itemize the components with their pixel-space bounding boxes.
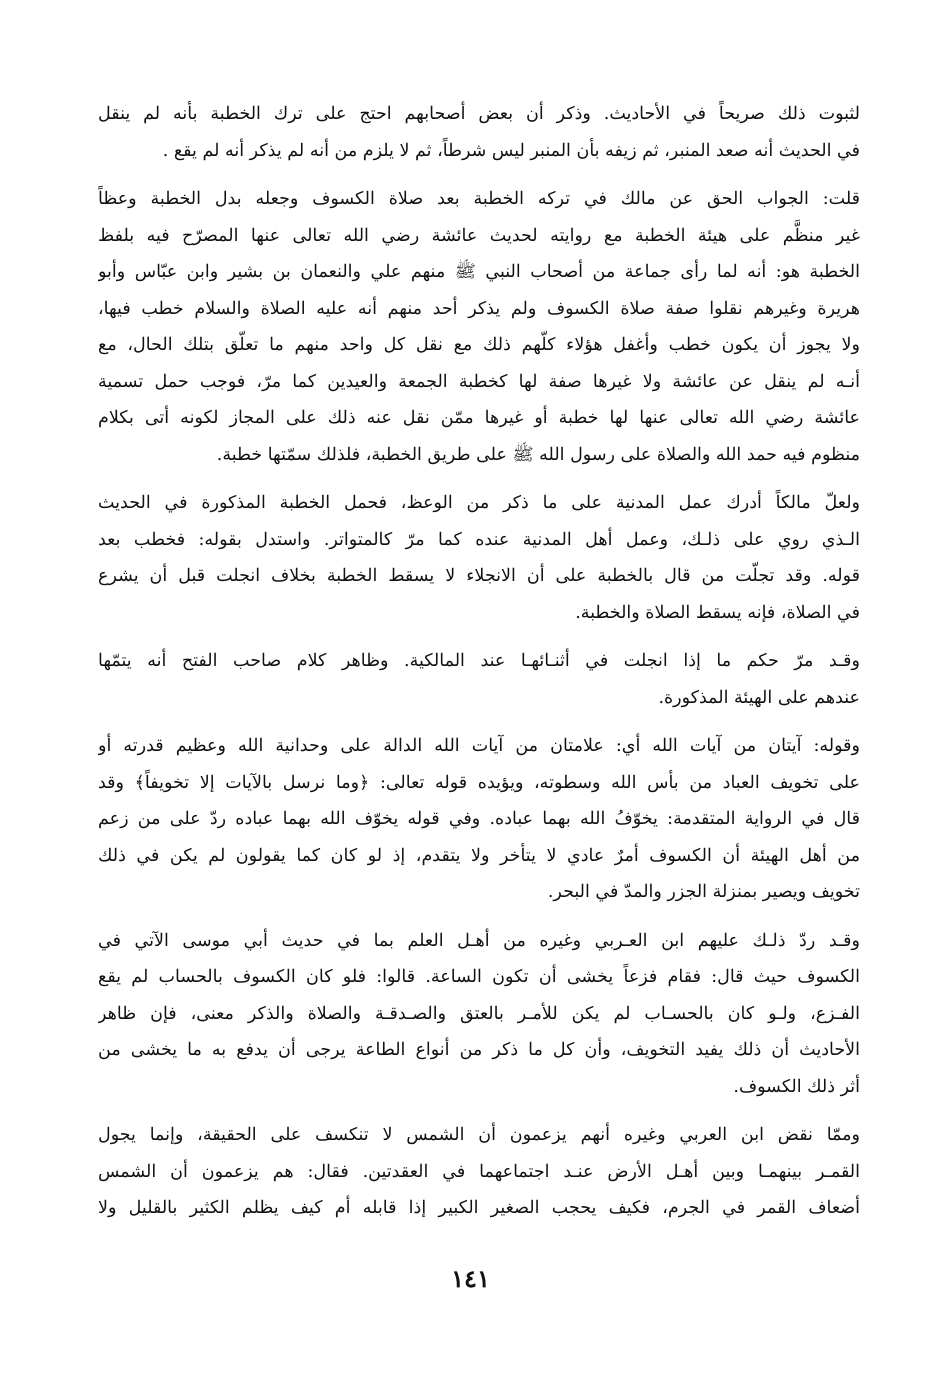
text-line: الـذي روي على ذلـك، وعمل أهل المدنية عنده كما مرّ كالمتواتر. واستدل بقوله: فخطب بعد bbox=[98, 529, 860, 550]
text-line: قال في الرواية المتقدمة: يخوّفُ الله بهما عباده. وفي قوله يخوّف الله بهما عباده ردّ على من زعم bbox=[98, 809, 860, 829]
text-line: منظوم فيه حمد الله والصلاة على رسول الله ﷺ على طريق الخطبة، فلذلك سمّتها خطبة. bbox=[216, 444, 860, 465]
paragraph-5 bbox=[98, 728, 860, 911]
text-line: هريرة وغيرهم نقلوا صفة صلاة الكسوف ولم يذكر أحد منهم أنه عليه الصلاة والسلام خطب فيها، bbox=[98, 298, 860, 319]
paragraph-4 bbox=[98, 643, 860, 716]
text-line: القمـر بينهمـا وبين أهـل الأرض عنـد اجتماعهما في العقدتين. فقال: هم يزعمون أن الشمس bbox=[98, 1161, 860, 1182]
text-line: من أهل الهيئة أن الكسوف أمرٌ عادي لا يتأخر ولا يتقدم، إذ لو كان كما يقولون لم يكن في ذلك bbox=[98, 845, 860, 866]
text-line: لثبوت ذلك صريحاً في الأحاديث. وذكر أن بعض أصحابهم احتج على ترك الخطبة بأنه لم ينقل bbox=[98, 104, 860, 124]
text-line: في الحديث أنه صعد المنبر، ثم زيفه بأن المنبر ليس شرطاً، ثم لا يلزم من أنه لم يذكر أنه لم يقع . bbox=[162, 140, 860, 161]
text-line: قوله. وقد تجلّت من قال بالخطبة على أن الانجلاء لا يسقط الخطبة بخلاف انجلت قبل أن يشرع bbox=[98, 566, 860, 586]
text-line: وقوله: آيتان من آيات الله أي: علامتان من آيات الله الدالة على وحدانية الله وعظيم قدرته أو bbox=[98, 736, 860, 756]
paragraph-6 bbox=[98, 923, 860, 1106]
page-body bbox=[98, 96, 860, 1239]
text-line: عائشة رضي الله تعالى عنها لها خطبة أو غيرها ممّن نقل عنه ذلك على المجاز لكونه أتى بكلام bbox=[98, 408, 860, 428]
text-line: أنـه لم ينقل عن عائشة ولا غيرها صفة لها كخطبة الجمعة والعيدين كما مرّ، فوجب حمل تسمية bbox=[98, 371, 860, 392]
text-line: وقـد مرّ حكم ما إذا انجلت في أثنـائهـا عند المالكية. وظاهر كلام صاحب الفتح أنه يتمّها bbox=[98, 651, 860, 671]
text-line: على تخويف العباد من بأس الله وسطوته، ويؤيده قوله تعالى: ﴿وما نرسل بالآيات إلا تخويفاً﴾ وقد bbox=[98, 772, 860, 793]
text-line: الفـزع، ولـو كان بالحسـاب لم يكن للأمـر بالعتق والصـدقـة والصلاة والذكر معنى، فإن ظاهر bbox=[98, 1003, 860, 1024]
text-line: وقـد ردّ ذلـك عليهم ابن العـربي وغيره من أهـل العلم بما في حديث أبي موسى الآتي في bbox=[98, 930, 860, 951]
text-line: أضعاف القمر في الجرم، فكيف يحجب الصغير الكبير إذا قابله أم كيف يظلم الكثير بالقليل ولا bbox=[98, 1198, 860, 1218]
text-line: ولا يجوز أن يكون خطب وأغفل هؤلاء كلّهم ذلك مع نقل كل واحد منهم ما تعلّق بتلك الحال، مع bbox=[98, 335, 860, 355]
paragraph-1 bbox=[98, 96, 860, 169]
paragraph-7 bbox=[98, 1117, 860, 1227]
text-line: أثر ذلك الكسوف. bbox=[733, 1076, 860, 1097]
text-line: الخطبة هو: أنه لما رأى جماعة من أصحاب النبي ﷺ منهم علي والنعمان بن بشير وابن عبّاس وأبو bbox=[98, 262, 860, 282]
text-line: غير منظَّم على هيئة الخطبة مع روايته لحديث عائشة رضي الله تعالى عنها المصرّح فيه بلفظ bbox=[98, 225, 860, 246]
text-line: قلت: الجواب الحق عن مالك في تركه الخطبة بعد صلاة الكسوف وجعله بدل الخطبة وعظاً bbox=[98, 189, 860, 209]
page-number: ١٤١ bbox=[451, 1264, 490, 1293]
text-line: تخويف ويصير بمنزلة الجزر والمدّ في البحر. bbox=[547, 882, 860, 902]
text-line: الأحاديث أن ذلك يفيد التخويف، وأن كل ما ذكر من أنواع الطاعة يرجى أن يدفع به ما يخشى من bbox=[98, 1040, 860, 1060]
text-line: في الصلاة، فإنه يسقط الصلاة والخطبة. bbox=[575, 602, 860, 623]
paragraph-2 bbox=[98, 181, 860, 473]
text-line: عندهم على الهيئة المذكورة. bbox=[658, 687, 860, 708]
text-line: وممّا نقض ابن العربي وغيره أنهم يزعمون أن الشمس لا تنكسف على الحقيقة، وإنما يجول bbox=[98, 1125, 860, 1145]
paragraph-3 bbox=[98, 485, 860, 631]
text-line: الكسوف حيث قال: فقام فزعاً يخشى أن تكون الساعة. قالوا: فلو كان الكسوف بالحساب لم يقع bbox=[98, 967, 860, 987]
text-line: ولعلّ مالكاً أدرك عمل المدنية على ما ذكر من الوعظ، فحمل الخطبة المذكورة في الحديث bbox=[98, 493, 860, 513]
